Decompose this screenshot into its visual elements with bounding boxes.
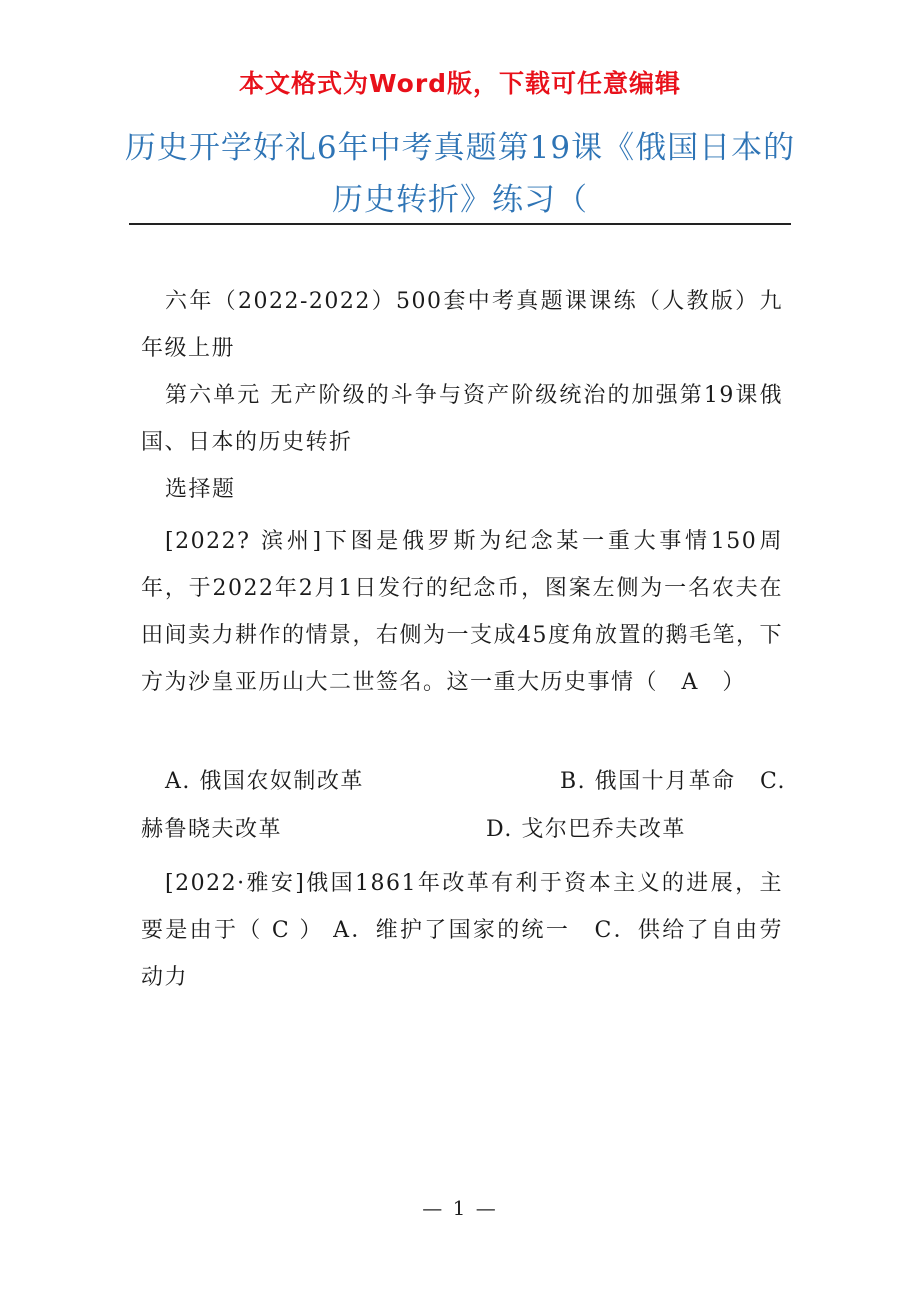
- unit-heading: 第六单元 无产阶级的斗争与资产阶级统治的加强第19课俄国、日本的历史转折: [141, 383, 783, 455]
- editable-word-banner: 本文格式为Word版，下载可任意编辑: [238, 69, 682, 98]
- question-1-option-c-text: 赫鲁晓夫改革: [141, 817, 283, 842]
- source-line: 六年（2022-2022）500套中考真题课课练（人教版）九年级上册: [141, 289, 783, 361]
- page-number: — 1 —: [422, 1196, 498, 1220]
- document-title: 历史开学好礼6年中考真题第19课《俄国日本的历史转折》练习（: [124, 130, 796, 218]
- question-1-option-a: A. 俄国农奴制改革: [165, 769, 364, 794]
- question-1-option-c-label: C.: [760, 769, 787, 794]
- question-2-text: [2022·雅安]俄国1861年改革有利于资本主义的进展，主要是由于（ C ） A．维护了国家的统一 C．供给了自由劳动力: [141, 871, 783, 990]
- question-1-option-d: D. 戈尔巴乔夫改革: [486, 817, 686, 842]
- section-heading: 选择题: [165, 477, 236, 502]
- title-divider: [129, 223, 791, 225]
- question-1-text: [2022? 滨州]下图是俄罗斯为纪念某一重大事情150周年，于2022年2月1日发行的纪念币，图案左侧为一名农夫在田间卖力耕作的情景，右侧为一支成45度角放置的鹅毛笔，下方为沙皇亚历山大二世签名。这一重大历史事情（ A ）: [141, 529, 783, 695]
- question-1-option-b: B. 俄国十月革命: [560, 769, 736, 794]
